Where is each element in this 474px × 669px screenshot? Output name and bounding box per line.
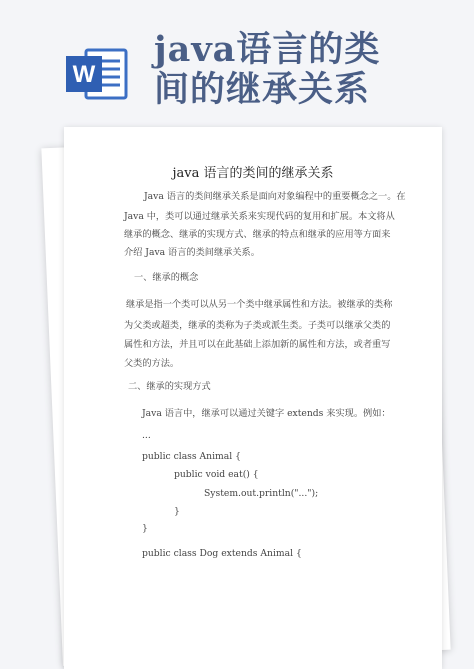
title-line-1: java语言的类 <box>154 29 381 70</box>
section-1-line-3: 属性和方法，并且可以在此基础上添加新的属性和方法，或者重写 <box>124 339 391 350</box>
code-line-5: } <box>142 523 148 534</box>
intro-line-1: Java 语言的类间继承关系是面向对象编程中的重要概念之一。在 <box>144 191 406 202</box>
code-line-1: public class Animal { <box>142 451 241 462</box>
header-banner <box>0 0 474 130</box>
document-page <box>64 127 442 669</box>
word-document-icon <box>62 44 132 104</box>
section-1-line-4: 父类的方法。 <box>124 358 180 369</box>
page-title <box>154 30 464 110</box>
intro-line-3: 继承的概念、继承的实现方式、继承的特点和继承的应用等方面来 <box>124 229 391 240</box>
section-1-line-2: 为父类或超类，继承的类称为子类或派生类。子类可以继承父类的 <box>124 320 391 331</box>
section-1-line-1: 继承是指一个类可以从另一个类中继承属性和方法。被继承的类称 <box>126 299 393 310</box>
section-1-heading: 一、继承的概念 <box>134 272 199 283</box>
logo-letter: W <box>72 61 96 88</box>
document-title: java 语言的类间的继承关系 <box>172 166 334 181</box>
intro-line-2: Java 中，类可以通过继承关系来实现代码的复用和扩展。本文将从 <box>124 211 395 222</box>
code-line-6: public class Dog extends Animal { <box>142 548 302 559</box>
code-ellipsis: ... <box>142 430 151 441</box>
intro-line-4: 介绍 Java 语言的类间继承关系。 <box>124 247 260 258</box>
code-line-4: } <box>174 506 180 517</box>
title-line-2: 间的继承关系 <box>154 69 371 110</box>
code-line-3: System.out.println("..."); <box>204 488 319 499</box>
section-2-line-1: Java 语言中，继承可以通过关键字 extends 来实现。例如： <box>142 408 391 419</box>
code-line-2: public void eat() { <box>174 469 259 480</box>
section-2-heading: 二、继承的实现方式 <box>128 381 211 392</box>
